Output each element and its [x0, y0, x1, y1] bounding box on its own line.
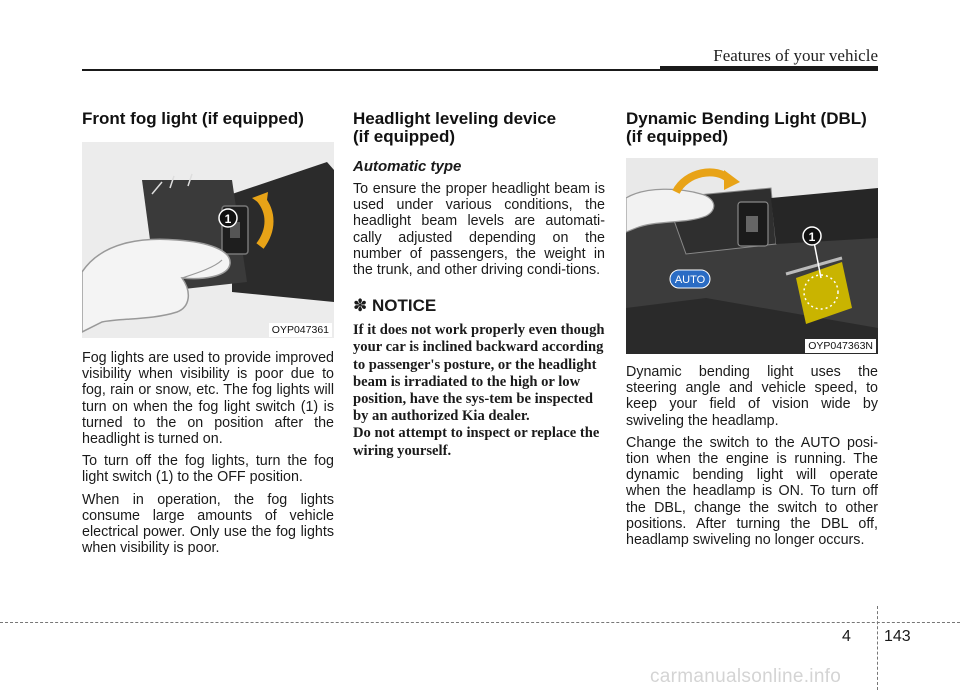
- dbl-figure-auto-label: AUTO: [674, 274, 706, 286]
- page-number: 143: [884, 628, 911, 645]
- fog-paragraph-1: Fog lights are used to provide improved visibility when visibility is poor due to fog, rain or snow, etc. The fog lights will turn on when the fog light switch (1) is turned to the on position after the headlight is turned on.: [82, 350, 334, 448]
- dbl-figure-callout: 1: [808, 230, 816, 244]
- fog-switch-illustration: [82, 142, 334, 338]
- notice-icon: ✽: [353, 296, 368, 316]
- fog-figure-code: OYP047361: [269, 323, 332, 337]
- dbl-figure-code: OYP047363N: [805, 339, 876, 353]
- dbl-paragraph-1: Dynamic bending light uses the steering angle and vehicle speed, to keep your field of vision wide by swiveling the headlamp.: [626, 364, 878, 429]
- fog-paragraph-3: When in operation, the fog lights consume large amounts of vehicle electrical power. Only use the fog lights when visibility is poor.: [82, 491, 334, 557]
- leveling-paragraph-1: To ensure the proper headlight beam is used under various conditions, the headlight beam levels are automati-cally adjusted depending on the number of passengers, the weight in the trunk, and other driving condi-tions.: [353, 181, 605, 279]
- dbl-column: [626, 110, 878, 554]
- chapter-number: 4: [842, 628, 851, 645]
- notice-paragraph-1: If it does not work properly even though your car is inclined backward according to passenger's posture, or the headlight beam is irradiated to the high or low position, have the sys-tem be inspected by an authorized Kia dealer.: [353, 322, 605, 425]
- footer-rule: [0, 622, 960, 623]
- fog-figure-callout: 1: [224, 212, 232, 226]
- dbl-figure: [626, 158, 878, 354]
- fog-light-figure: [82, 142, 334, 338]
- dbl-heading: [626, 110, 878, 146]
- dbl-switch-illustration: [626, 158, 878, 354]
- leveling-heading-line2: (if equipped): [353, 127, 455, 146]
- header-rule-accent: [660, 66, 878, 71]
- leveling-heading-line1: Headlight leveling device: [353, 109, 557, 128]
- notice-paragraph-2: Do not attempt to inspect or replace the wiring yourself.: [353, 425, 600, 459]
- watermark: carmanualsonline.info: [650, 666, 842, 687]
- fog-paragraph-2: To turn off the fog lights, turn the fog light switch (1) to the OFF position.: [82, 453, 334, 486]
- dbl-heading-line1: Dynamic Bending Light (DBL): [626, 109, 867, 128]
- dbl-paragraph-2: Change the switch to the AUTO posi-tion when the engine is running. The dynamic bending light will operate when the headlamp is ON. To turn off the DBL, change the switch to other positions. After turning the DBL off, headlamp swiveling no longer occurs.: [626, 434, 878, 549]
- notice-title: [353, 296, 605, 316]
- footer-divider: [877, 606, 878, 690]
- fog-light-heading: Front fog light (if equipped): [82, 109, 304, 128]
- leveling-subheading: Automatic type: [353, 158, 462, 175]
- leveling-column: [353, 110, 605, 460]
- fog-light-column: [82, 110, 334, 562]
- notice-label: NOTICE: [371, 296, 437, 316]
- leveling-heading: [353, 110, 605, 146]
- running-header: Features of your vehicle: [713, 46, 878, 65]
- dbl-heading-line2: (if equipped): [626, 127, 728, 146]
